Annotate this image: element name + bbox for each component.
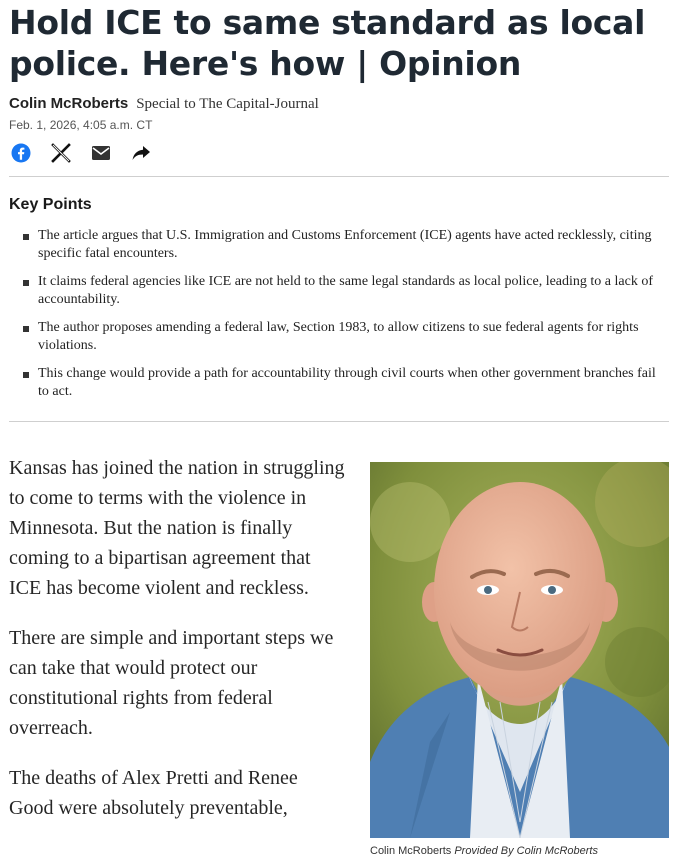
x-icon[interactable] bbox=[49, 141, 73, 165]
caption-name: Colin McRoberts bbox=[370, 845, 452, 857]
facebook-icon[interactable] bbox=[9, 141, 33, 165]
key-points-list bbox=[23, 227, 668, 411]
author-affiliation: Special to The Capital-Journal bbox=[136, 96, 319, 112]
key-point-item: It claims federal agencies like ICE are not held to the same legal standards as local police, leading to a lack of accountability. bbox=[23, 273, 668, 309]
body-paragraph: Kansas has joined the nation in struggling to come to terms with the violence in Minnesota. But the nation is finally coming to a bipartisan agreement that ICE has become violent and reckless. bbox=[9, 457, 345, 599]
share-bar bbox=[9, 141, 169, 165]
headline: Hold ICE to same standard as local police. Here's how | Opinion bbox=[9, 3, 646, 83]
divider-bottom bbox=[9, 421, 669, 422]
byline bbox=[9, 95, 319, 113]
share-icon[interactable] bbox=[129, 141, 153, 165]
key-points-title: Key Points bbox=[9, 196, 92, 213]
publish-date: Feb. 1, 2026, 4:05 a.m. CT bbox=[9, 118, 153, 132]
body-paragraph: The deaths of Alex Pretti and Renee Good were absolutely preventable, bbox=[9, 767, 298, 819]
divider-top bbox=[9, 176, 669, 177]
author-photo[interactable] bbox=[370, 462, 669, 838]
email-icon[interactable] bbox=[89, 141, 113, 165]
body-paragraph: There are simple and important steps we can take that would protect our constitutional rights from federal overreach. bbox=[9, 627, 334, 739]
author-name[interactable]: Colin McRoberts bbox=[9, 95, 129, 112]
photo-caption bbox=[370, 845, 598, 857]
key-point-item: The article argues that U.S. Immigration and Customs Enforcement (ICE) agents have acted recklessly, citing specific fatal encounters. bbox=[23, 227, 668, 263]
key-point-item: This change would provide a path for accountability through civil courts when other government branches fail to act. bbox=[23, 365, 668, 401]
key-point-item: The author proposes amending a federal law, Section 1983, to allow citizens to sue federal agents for rights violations. bbox=[23, 319, 668, 355]
photo-credit: Provided By Colin McRoberts bbox=[454, 845, 598, 857]
article-body bbox=[9, 453, 347, 843]
